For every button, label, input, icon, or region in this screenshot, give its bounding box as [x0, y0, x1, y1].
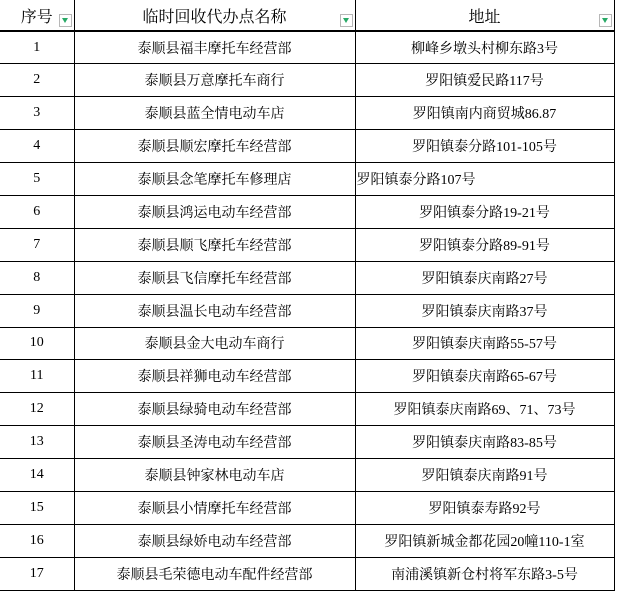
- cell-address[interactable]: 罗阳镇爱民路117号: [355, 64, 614, 97]
- table-row: [0, 327, 614, 360]
- cell-address[interactable]: 柳峰乡墩头村柳东路3号: [355, 31, 614, 64]
- cell-site-name[interactable]: 泰顺县祥狮电动车经营部: [74, 360, 355, 393]
- cell-address[interactable]: 罗阳镇泰庆南路27号: [355, 261, 614, 294]
- cell-serial[interactable]: 2: [0, 64, 74, 97]
- table-row: [0, 491, 614, 524]
- filter-dropdown-icon[interactable]: [59, 14, 72, 27]
- cell-address[interactable]: 罗阳镇泰分路107号: [355, 163, 614, 196]
- cell-address[interactable]: 罗阳镇新城金都花园20幢110-1室: [355, 524, 614, 557]
- table-row: [0, 130, 614, 163]
- cell-address[interactable]: 罗阳镇泰庆南路55-57号: [355, 327, 614, 360]
- header-serial-label: 序号: [20, 8, 53, 26]
- table-row: [0, 294, 614, 327]
- cell-address[interactable]: 罗阳镇泰分路19-21号: [355, 195, 614, 228]
- table-row: [0, 195, 614, 228]
- cell-address[interactable]: 罗阳镇泰庆南路69、71、73号: [355, 393, 614, 426]
- cell-address[interactable]: 罗阳镇泰寿路92号: [355, 491, 614, 524]
- cell-address[interactable]: 罗阳镇南内商贸城86.87: [355, 97, 614, 130]
- cell-serial[interactable]: 10: [0, 327, 74, 360]
- header-cell-site-name[interactable]: [74, 0, 355, 31]
- cell-address[interactable]: 罗阳镇泰庆南路37号: [355, 294, 614, 327]
- cell-site-name[interactable]: 泰顺县金大电动车商行: [74, 327, 355, 360]
- cell-serial[interactable]: 14: [0, 459, 74, 492]
- cell-site-name[interactable]: 泰顺县毛荣德电动车配件经营部: [74, 557, 355, 590]
- cell-site-name[interactable]: 泰顺县念笔摩托车修理店: [74, 163, 355, 196]
- filter-dropdown-icon[interactable]: [340, 14, 353, 27]
- table-row: [0, 261, 614, 294]
- table-row: [0, 557, 614, 590]
- cell-serial[interactable]: 5: [0, 163, 74, 196]
- header-cell-serial[interactable]: [0, 0, 74, 31]
- cell-site-name[interactable]: 泰顺县钟家林电动车店: [74, 459, 355, 492]
- cell-serial[interactable]: 8: [0, 261, 74, 294]
- cell-serial[interactable]: 1: [0, 31, 74, 64]
- header-address-label: 地址: [468, 8, 501, 26]
- cell-address[interactable]: 罗阳镇泰庆南路65-67号: [355, 360, 614, 393]
- cell-address[interactable]: 罗阳镇泰分路89-91号: [355, 228, 614, 261]
- table-row: [0, 31, 614, 64]
- cell-serial[interactable]: 11: [0, 360, 74, 393]
- cell-site-name[interactable]: 泰顺县顺飞摩托车经营部: [74, 228, 355, 261]
- table-body: [0, 31, 614, 590]
- cell-serial[interactable]: 15: [0, 491, 74, 524]
- triangle-down-icon: [62, 18, 68, 23]
- cell-site-name[interactable]: 泰顺县温长电动车经营部: [74, 294, 355, 327]
- cell-address[interactable]: 罗阳镇泰分路101-105号: [355, 130, 614, 163]
- cell-site-name[interactable]: 泰顺县绿娇电动车经营部: [74, 524, 355, 557]
- table-row: [0, 360, 614, 393]
- cell-serial[interactable]: 4: [0, 130, 74, 163]
- cell-site-name[interactable]: 泰顺县绿骑电动车经营部: [74, 393, 355, 426]
- table-row: [0, 524, 614, 557]
- cell-site-name[interactable]: 泰顺县万意摩托车商行: [74, 64, 355, 97]
- cell-serial[interactable]: 12: [0, 393, 74, 426]
- cell-serial[interactable]: 6: [0, 195, 74, 228]
- cell-address[interactable]: 罗阳镇泰庆南路83-85号: [355, 426, 614, 459]
- cell-serial[interactable]: 13: [0, 426, 74, 459]
- cell-site-name[interactable]: 泰顺县圣涛电动车经营部: [74, 426, 355, 459]
- triangle-down-icon: [343, 18, 349, 23]
- table-row: [0, 393, 614, 426]
- cell-address[interactable]: 南浦溪镇新仓村将军东路3-5号: [355, 557, 614, 590]
- triangle-down-icon: [602, 18, 608, 23]
- cell-site-name[interactable]: 泰顺县蓝全情电动车店: [74, 97, 355, 130]
- cell-serial[interactable]: 3: [0, 97, 74, 130]
- table-row: [0, 426, 614, 459]
- cell-serial[interactable]: 16: [0, 524, 74, 557]
- cell-site-name[interactable]: 泰顺县福丰摩托车经营部: [74, 31, 355, 64]
- cell-site-name[interactable]: 泰顺县顺宏摩托车经营部: [74, 130, 355, 163]
- table-row: [0, 163, 614, 196]
- cell-serial[interactable]: 17: [0, 557, 74, 590]
- cell-serial[interactable]: 9: [0, 294, 74, 327]
- cell-site-name[interactable]: 泰顺县鸿运电动车经营部: [74, 195, 355, 228]
- table-row: [0, 64, 614, 97]
- cell-address[interactable]: 罗阳镇泰庆南路91号: [355, 459, 614, 492]
- header-row: [0, 0, 614, 31]
- header-cell-address[interactable]: [355, 0, 614, 31]
- header-site-name-label: 临时回收代办点名称: [142, 8, 287, 26]
- table-row: [0, 228, 614, 261]
- cell-serial[interactable]: 7: [0, 228, 74, 261]
- table-row: [0, 97, 614, 130]
- filter-dropdown-icon[interactable]: [599, 14, 612, 27]
- cell-site-name[interactable]: 泰顺县小情摩托车经营部: [74, 491, 355, 524]
- cell-site-name[interactable]: 泰顺县飞信摩托车经营部: [74, 261, 355, 294]
- table-row: [0, 459, 614, 492]
